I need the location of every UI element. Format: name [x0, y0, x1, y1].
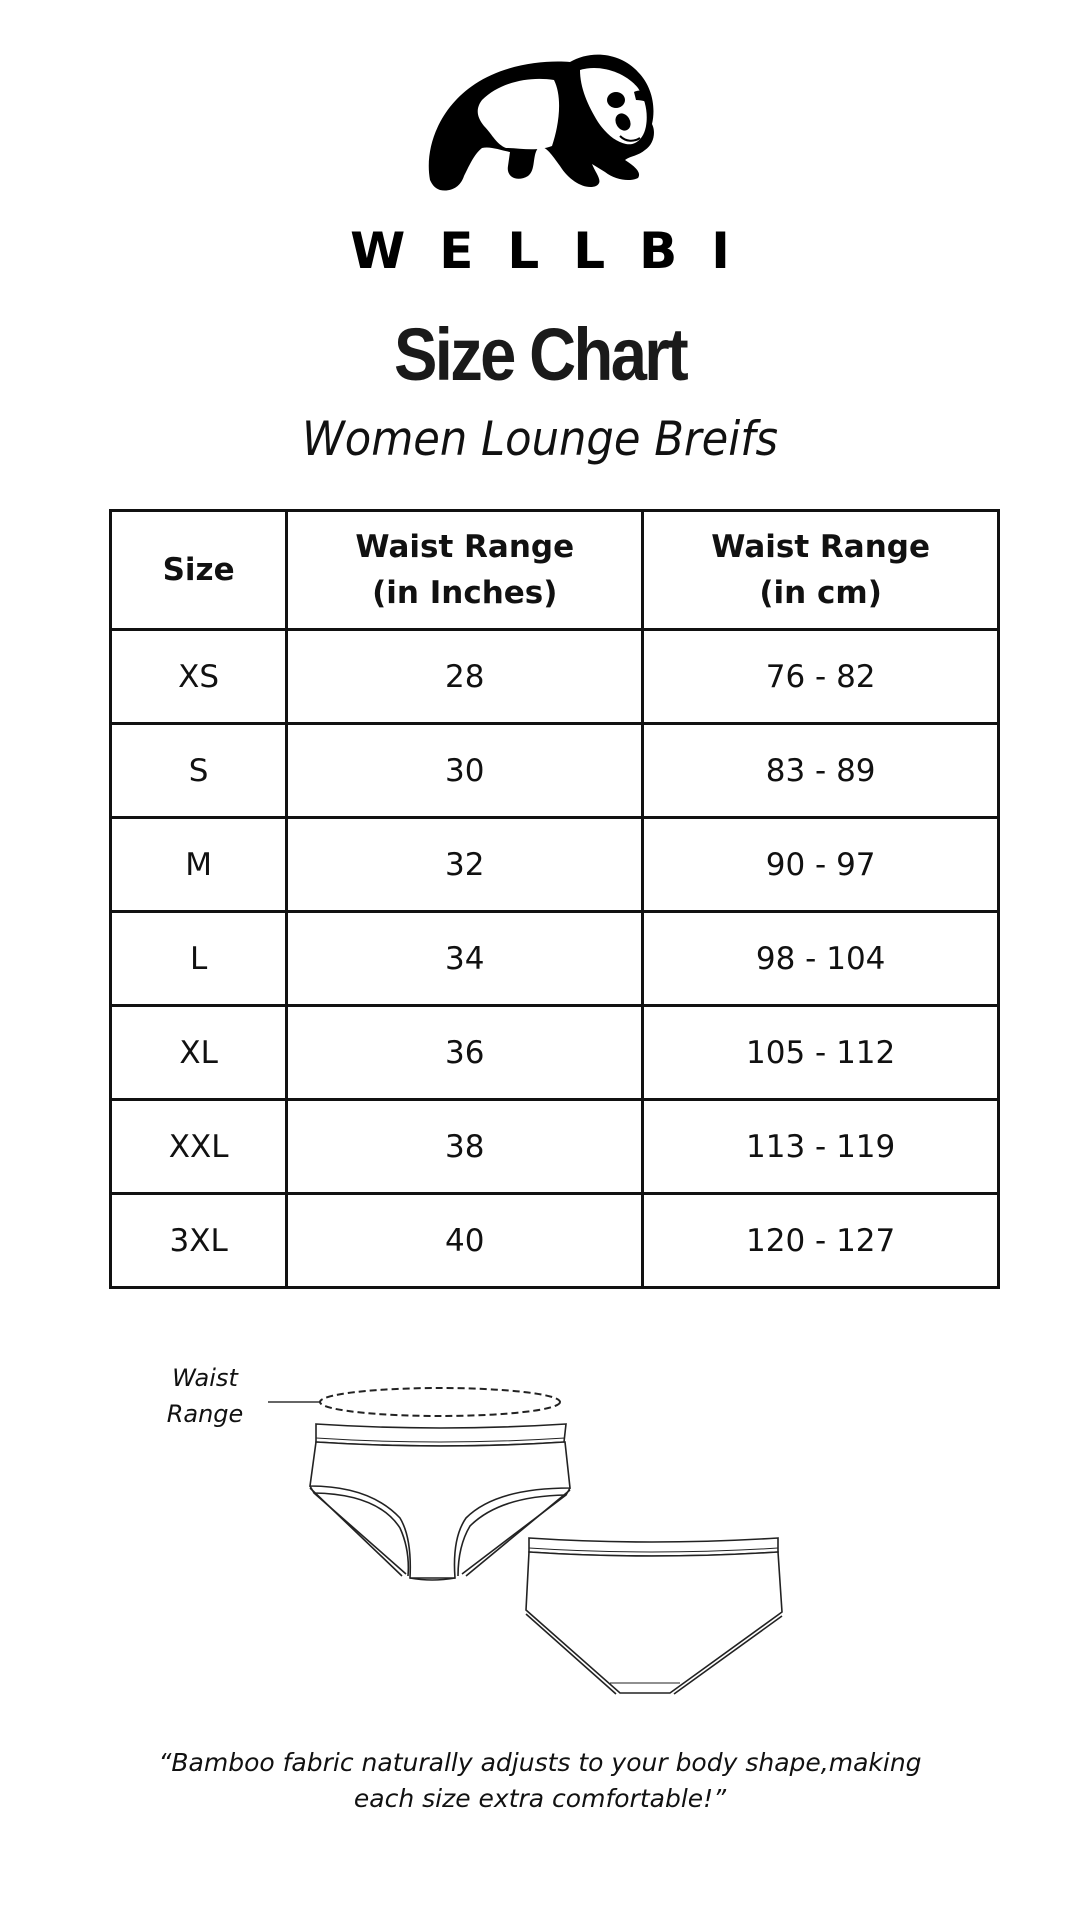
table-row [111, 1194, 999, 1288]
size-cell: XXL [111, 1100, 287, 1194]
cm-cell: 113 - 119 [643, 1100, 999, 1194]
size-cell: XS [111, 630, 287, 724]
header-waist-cm [643, 511, 999, 630]
briefs-illustration [260, 1378, 800, 1708]
inches-cell: 34 [287, 912, 643, 1006]
table-row [111, 630, 999, 724]
quote-line2: each size extra comfortable!” [353, 1784, 727, 1813]
header-size [111, 511, 287, 630]
inches-cell: 28 [287, 630, 643, 724]
header-label-line2: (in Inches) [372, 575, 558, 611]
size-table [109, 509, 1000, 1289]
waist-measure-ellipse-icon [320, 1388, 560, 1416]
cm-cell: 120 - 127 [643, 1194, 999, 1288]
inches-cell: 40 [287, 1194, 643, 1288]
table-row [111, 1100, 999, 1194]
fabric-quote [0, 1745, 1080, 1817]
cm-cell: 76 - 82 [643, 630, 999, 724]
header-size-label: Size [162, 552, 235, 588]
size-cell: S [111, 724, 287, 818]
brand-name: WELLBI [350, 222, 764, 280]
header-label-line2: (in cm) [759, 575, 882, 611]
table-row [111, 724, 999, 818]
page-title: Size Chart [393, 313, 687, 396]
size-cell: L [111, 912, 287, 1006]
header-waist-inches [287, 511, 643, 630]
size-cell: XL [111, 1006, 287, 1100]
inches-cell: 38 [287, 1100, 643, 1194]
inches-cell: 30 [287, 724, 643, 818]
quote-line1: “Bamboo fabric naturally adjusts to your body shape,making [158, 1748, 922, 1777]
product-subtitle: Women Lounge Breifs [301, 412, 779, 467]
inches-cell: 36 [287, 1006, 643, 1100]
size-cell: M [111, 818, 287, 912]
waist-range-label [150, 1360, 260, 1432]
cm-cell: 83 - 89 [643, 724, 999, 818]
panda-icon [420, 52, 660, 200]
waist-label-line2: Range [166, 1400, 244, 1428]
cm-cell: 90 - 97 [643, 818, 999, 912]
cm-cell: 105 - 112 [643, 1006, 999, 1100]
cm-cell: 98 - 104 [643, 912, 999, 1006]
inches-cell: 32 [287, 818, 643, 912]
waist-label-line1: Waist [172, 1364, 238, 1392]
size-cell: 3XL [111, 1194, 287, 1288]
header-label-line1: Waist Range [355, 529, 575, 565]
table-row [111, 1006, 999, 1100]
table-row [111, 912, 999, 1006]
briefs-back-icon [526, 1538, 782, 1694]
table-row [111, 818, 999, 912]
table-header-row [111, 511, 999, 630]
header-label-line1: Waist Range [711, 529, 931, 565]
